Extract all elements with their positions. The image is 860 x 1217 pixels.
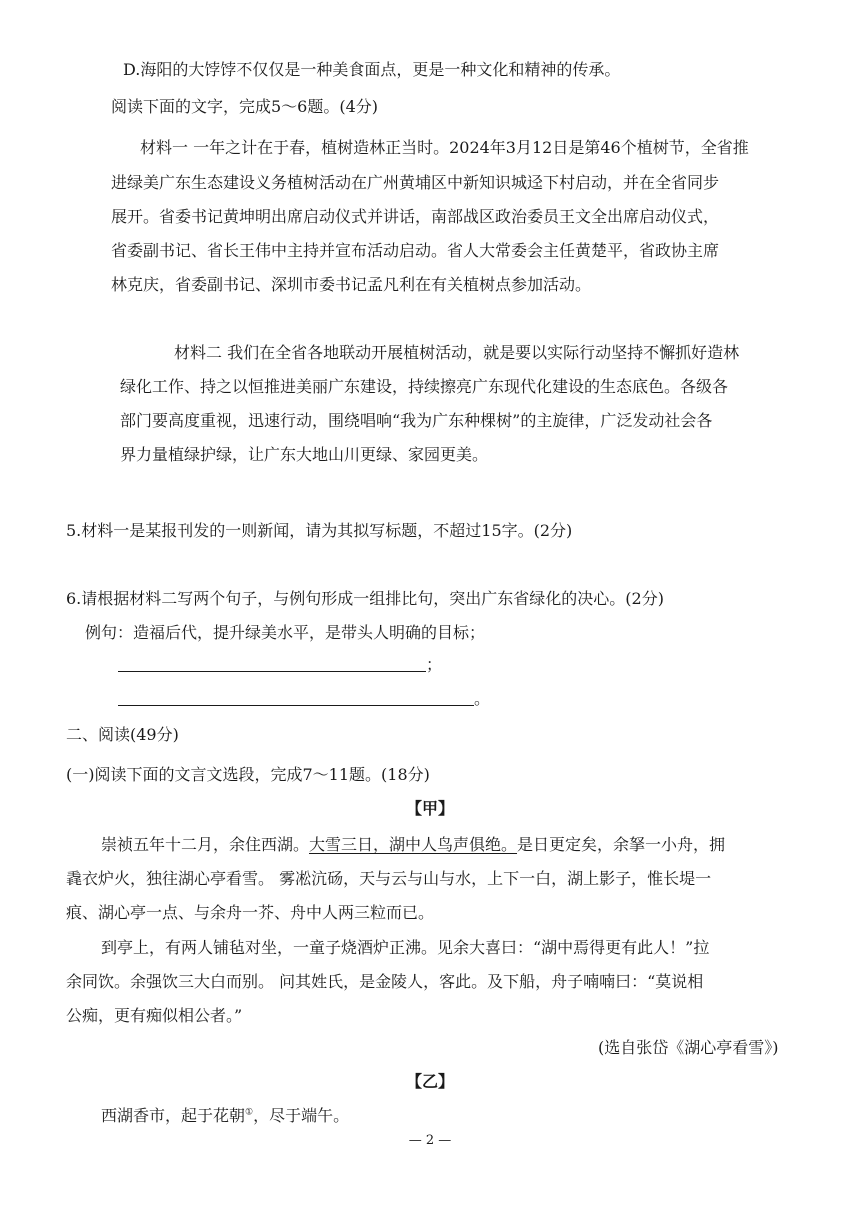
option-d: D.海阳的大饽饽不仅仅是一种美食面点，更是一种文化和精神的传承。 <box>123 60 621 79</box>
page-number: — 2 — <box>408 1133 452 1148</box>
material-2-line: 材料二 我们在全省各地联动开展植树活动，就是要以实际行动坚持不懈抓好造林 <box>174 343 740 362</box>
material-2-line: 界力量植绿护绿，让广东大地山川更绿、家园更美。 <box>120 445 489 464</box>
passage-jia-line: 痕、湖心亭一点、与余舟一芥、舟中人两三粒而已。 <box>66 903 435 922</box>
material-1-line: 省委副书记、省长王伟中主持并宣布活动启动。省人大常委会主任黄楚平，省政协主席 <box>111 241 720 260</box>
question-5: 5.材料一是某报刊发的一则新闻，请为其拟写标题，不超过15字。(2分) <box>66 521 573 540</box>
passage-jia-source: (选自张岱《湖心亭看雪》) <box>598 1038 779 1057</box>
passage-yi-heading: 【乙】 <box>405 1072 454 1091</box>
section-2-title: 二、阅读(49分) <box>66 725 179 744</box>
section-2-sub-1: (一)阅读下面的文言文选段，完成7～11题。(18分) <box>66 765 430 784</box>
jia-text: 是日更定矣，余拏一小舟，拥 <box>517 835 726 854</box>
material-2-line: 部门要高度重视，迅速行动，围绕唱响“我为广东种棵树”的主旋律，广泛发动社会各 <box>120 411 713 430</box>
material-2-line: 绿化工作、持之以恒推进美丽广东建设，持续擦亮广东现代化建设的生态底色。各级各 <box>120 377 729 396</box>
question-6: 6.请根据材料二写两个句子，与例句形成一组排比句，突出广东省绿化的决心。(2分) <box>66 589 664 608</box>
footnote-marker: ① <box>245 1107 254 1118</box>
answer-blank-1[interactable] <box>118 671 426 672</box>
passage-jia-line <box>101 834 725 856</box>
passage-jia-line: 公痴，更有痴似相公者。” <box>66 1006 243 1025</box>
passage-jia-line: 毳衣炉火，独往湖心亭看雪。 雾凇沆砀，天与云与山与水，上下一白，湖上影子，惟长堤一 <box>66 869 712 888</box>
answer-blank-1-end: ； <box>426 655 443 674</box>
question-6-example: 例句：造福后代，提升绿美水平，是带头人明确的目标； <box>85 623 486 642</box>
answer-blank-2[interactable] <box>118 705 474 706</box>
material-1-line: 林克庆，省委副书记、深圳市委书记孟凡利在有关植树点参加活动。 <box>111 275 592 294</box>
passage-jia-line: 到亭上，有两人铺毡对坐，一童子烧酒炉正沸。见余大喜曰：“湖中焉得更有此人！”拉 <box>101 938 710 957</box>
yi-text: 西湖香市，起于花朝 <box>101 1106 246 1125</box>
material-1-line: 材料一 一年之计在于春，植树造林正当时。2024年3月12日是第46个植树节，全省推 <box>140 138 749 157</box>
material-1-line: 展开。省委书记黄坤明出席启动仪式并讲话，南部战区政治委员王文全出席启动仪式， <box>111 207 720 226</box>
passage-yi-line <box>101 1105 349 1127</box>
material-1-line: 进绿美广东生态建设义务植树活动在广州黄埔区中新知识城迳下村启动，并在全省同步 <box>111 173 720 192</box>
passage-jia-heading: 【甲】 <box>405 799 454 818</box>
passage-jia-line: 余同饮。余强饮三大白而别。 问其姓氏，是金陵人，客此。及下船，舟子喃喃曰：“莫说相 <box>66 972 704 991</box>
answer-blank-2-end: 。 <box>474 689 491 708</box>
underlined-sentence: 大雪三日，湖中人鸟声俱绝。 <box>309 835 518 854</box>
yi-text: ，尽于端午。 <box>253 1106 350 1125</box>
reading-intro: 阅读下面的文字，完成5～6题。(4分) <box>111 97 379 116</box>
jia-text: 崇祯五年十二月，余住西湖。 <box>101 835 310 854</box>
